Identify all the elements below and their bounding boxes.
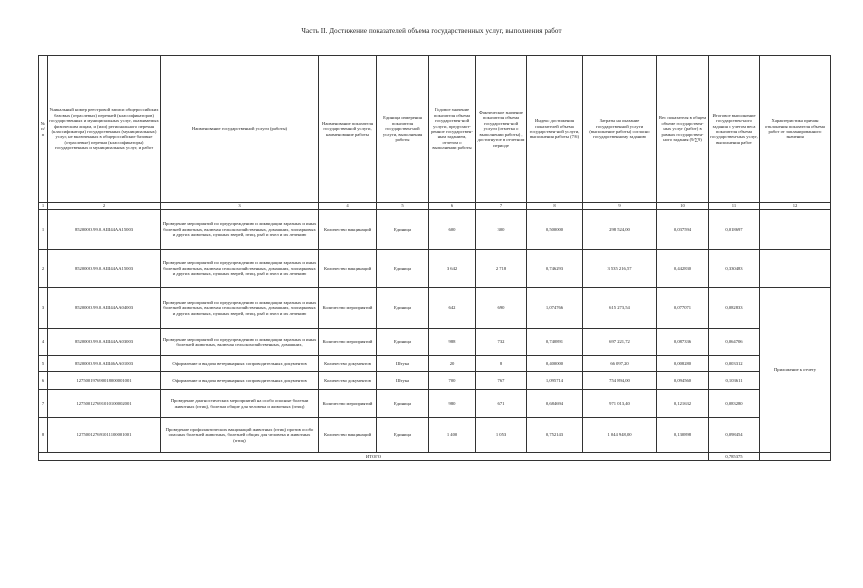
indicator-name: Количество мероприятий [319,390,377,418]
indicator-name: Количество вакцинаций [319,250,377,288]
achievement-index: 0,684694 [527,390,583,418]
weight-value: 0,442830 [657,250,709,288]
indicator-name: Количество вакцинаций [319,210,377,250]
weight-value: 0,037594 [657,210,709,250]
fact-value: 732 [476,329,527,356]
cost-value: 1 044 948,00 [583,418,657,453]
unit: Штука [377,372,429,390]
column-number: 7 [476,203,527,210]
total-value: 0,082833 [709,288,760,329]
column-number: 5 [377,203,429,210]
column-number: 1 [39,203,48,210]
cost-value: 697 221,72 [583,329,657,356]
service-name: Проведение профилактических вакцинаций животных (птиц) против особо опасных болезней животных, болезней общих для человека и животных (птиц) [161,418,319,453]
cost-value: 971 013,40 [583,390,657,418]
table-row [39,250,831,288]
service-name: Оформление и выдача ветеринарных сопроводительных документов [161,372,319,390]
header-cell: Вес показателя в общем объеме государствен-ных услуг (работ) в рамках государствен-ного задания (9/∑9) [657,56,709,203]
achievement-index: 1,095714 [527,372,583,390]
table-row [39,356,831,372]
column-number: 10 [657,203,709,210]
achievement-index: 0,740891 [527,329,583,356]
column-number: 11 [709,203,760,210]
appendix-note: Приложение к отчету [760,288,831,453]
fact-value: 300 [476,210,527,250]
header-cell: Индекс достижения показателей объема государствен-ной услуги, выполнения работы (7/6) [527,56,583,203]
fact-value: 690 [476,288,527,329]
weight-value: 0,130898 [657,418,709,453]
total-label: ИТОГО [39,453,709,461]
achievement-index: 0,500000 [527,210,583,250]
weight-value: 0,008280 [657,356,709,372]
fact-value: 671 [476,390,527,418]
total-value: 0,330483 [709,250,760,288]
plan-value: 3 642 [429,250,476,288]
page-title: Часть II. Достижение показателей объема государственных услуг, выполнения работ [301,27,562,35]
weight-value: 0,087336 [657,329,709,356]
column-number: 12 [760,203,831,210]
report-table [38,55,831,461]
weight-value: 0,121632 [657,390,709,418]
header-cell: № п/п [39,56,48,203]
unit: Единица [377,418,429,453]
total-reason-cell [760,453,831,461]
grand-total-value: 0,785375 [709,453,760,461]
column-number: 8 [527,203,583,210]
indicator-name: Количество вакцинаций [319,418,377,453]
fact-value: 767 [476,372,527,390]
indicator-name: Количество документов [319,372,377,390]
registry-code: 127500197690018000001001 [48,372,161,390]
plan-value: 642 [429,288,476,329]
row-number: 3 [39,288,48,329]
header-cell: Фактическое значение показателя объема государствен-ной услуги (отметка о выполнении работы) , достигнутое в отчетном периоде [476,56,527,203]
plan-value: 1 400 [429,418,476,453]
indicator-name: Количество документов [319,356,377,372]
row-number: 8 [39,418,48,453]
reason-cell [760,250,831,288]
registry-code: 852000О.99.0.АШ44АА03003 [48,329,161,356]
plan-value: 980 [429,390,476,418]
header-cell: Затраты на оказание государственной услуги (выполнение работы) согласно государственному заданию [583,56,657,203]
unit: Единица [377,250,429,288]
service-name: Оформление и выдача ветеринарных сопроводительных документов [161,356,319,372]
row-number: 5 [39,356,48,372]
column-number: 9 [583,203,657,210]
service-name: Проведение мероприятий по предупреждению и ликвидации заразных и иных болезней животных, включая сельскохозяйственных, домашних, [161,329,319,356]
header-cell: Единица измерения показателя государствен-ной услуги, выполнения работы [377,56,429,203]
cost-value: 66 097,20 [583,356,657,372]
row-number: 1 [39,210,48,250]
unit: Единица [377,329,429,356]
achievement-index: 1,074766 [527,288,583,329]
table-row [39,372,831,390]
header-cell: Итоговое выполнение государствен-ного задания с учетом веса показателя объема государствен-ных услуг, выполнения работ [709,56,760,203]
column-number: 2 [48,203,161,210]
column-number: 6 [429,203,476,210]
header-cell: Наименование показателя государственной услуги, наименование работы [319,56,377,203]
cost-value: 754 894,00 [583,372,657,390]
total-value: 0,098454 [709,418,760,453]
indicator-name: Количество мероприятий [319,329,377,356]
service-name: Проведение мероприятий по предупреждению и ликвидации заразных и иных болезней животных, включая сельскохозяйственных, домашних, зоопарковых и других животных, пушных зверей, птиц, рыб и пчел и их лечению [161,210,319,250]
row-number: 2 [39,250,48,288]
total-value: 0,003312 [709,356,760,372]
table-row [39,418,831,453]
table-row [39,329,831,356]
registry-code: 852000О.99.0.АШ44АА04003 [48,288,161,329]
header-cell: Уникальный номер реестровой записи общероссийских базовых (отраслевых) перечней (классификаторов) государственных и муниципальных услуг, оказываемых физическим лицам, и (или) регионального перечня (классификатора) государственных (муниципальных) услуг, не включенных в общероссийские базовые (отраслевые) перечни (классификаторы) государственных и муниципальных услуг, и работ [48,56,161,203]
plan-value: 20 [429,356,476,372]
fact-value: 8 [476,356,527,372]
indicator-name: Количество мероприятий [319,288,377,329]
plan-value: 600 [429,210,476,250]
column-number: 4 [319,203,377,210]
service-name: Проведение мероприятий по предупреждению и ликвидации заразных и иных болезней животных, включая сельскохозяйственных, домашних, зоопарковых и других животных, пушных зверей, птиц, рыб и пчел и их лечению [161,250,319,288]
unit: Единица [377,390,429,418]
cost-value: 298 524,00 [583,210,657,250]
achievement-index: 0,746293 [527,250,583,288]
plan-value: 988 [429,329,476,356]
achievement-index: 0,752143 [527,418,583,453]
row-number: 4 [39,329,48,356]
column-number-row [39,203,831,210]
total-value: 0,103611 [709,372,760,390]
header-cell: Характеристика причин отклонения показателя объема работ от запланированного значения [760,56,831,203]
total-value: 0,083280 [709,390,760,418]
total-row [39,453,831,461]
unit: Единица [377,288,429,329]
cost-value: 615 273,54 [583,288,657,329]
plan-value: 700 [429,372,476,390]
table-row [39,288,831,329]
fact-value: 2 718 [476,250,527,288]
registry-code: 127500127691011100001001 [48,418,161,453]
registry-code: 852000О.99.0.АШ44АА15003 [48,210,161,250]
reason-cell [760,210,831,250]
weight-value: 0,094560 [657,372,709,390]
unit: Штука [377,356,429,372]
table-row [39,390,831,418]
weight-value: 0,077071 [657,288,709,329]
service-name: Проведение диагностических мероприятий на особо опасные болезни животных (птиц), болезни общие для человека и животных (птиц) [161,390,319,418]
row-number: 6 [39,372,48,390]
unit: Единица [377,210,429,250]
service-name: Проведение мероприятий по предупреждению и ликвидации заразных и иных болезней животных, включая сельскохозяйственных, домашних, зоопарковых и других животных, пушных зверей, птиц, рыб и пчел и их лечению [161,288,319,329]
total-value: 0,064706 [709,329,760,356]
fact-value: 1 053 [476,418,527,453]
registry-code: 852000О.99.0.АШ46АА01003 [48,356,161,372]
row-number: 7 [39,390,48,418]
registry-code: 852000О.99.0.АШ44АА15003 [48,250,161,288]
achievement-index: 0,400000 [527,356,583,372]
header-cell: Наименование государственной услуги (работы) [161,56,319,203]
cost-value: 3 535 216,57 [583,250,657,288]
total-value: 0,018697 [709,210,760,250]
header-row [39,56,831,203]
column-number: 3 [161,203,319,210]
header-cell: Годовое значение показателя объема государствен-ной услуги, предусмот-ренное государствен-ным заданием, отчетом о выполнении работы [429,56,476,203]
registry-code: 127500127691010100002001 [48,390,161,418]
table-row [39,210,831,250]
